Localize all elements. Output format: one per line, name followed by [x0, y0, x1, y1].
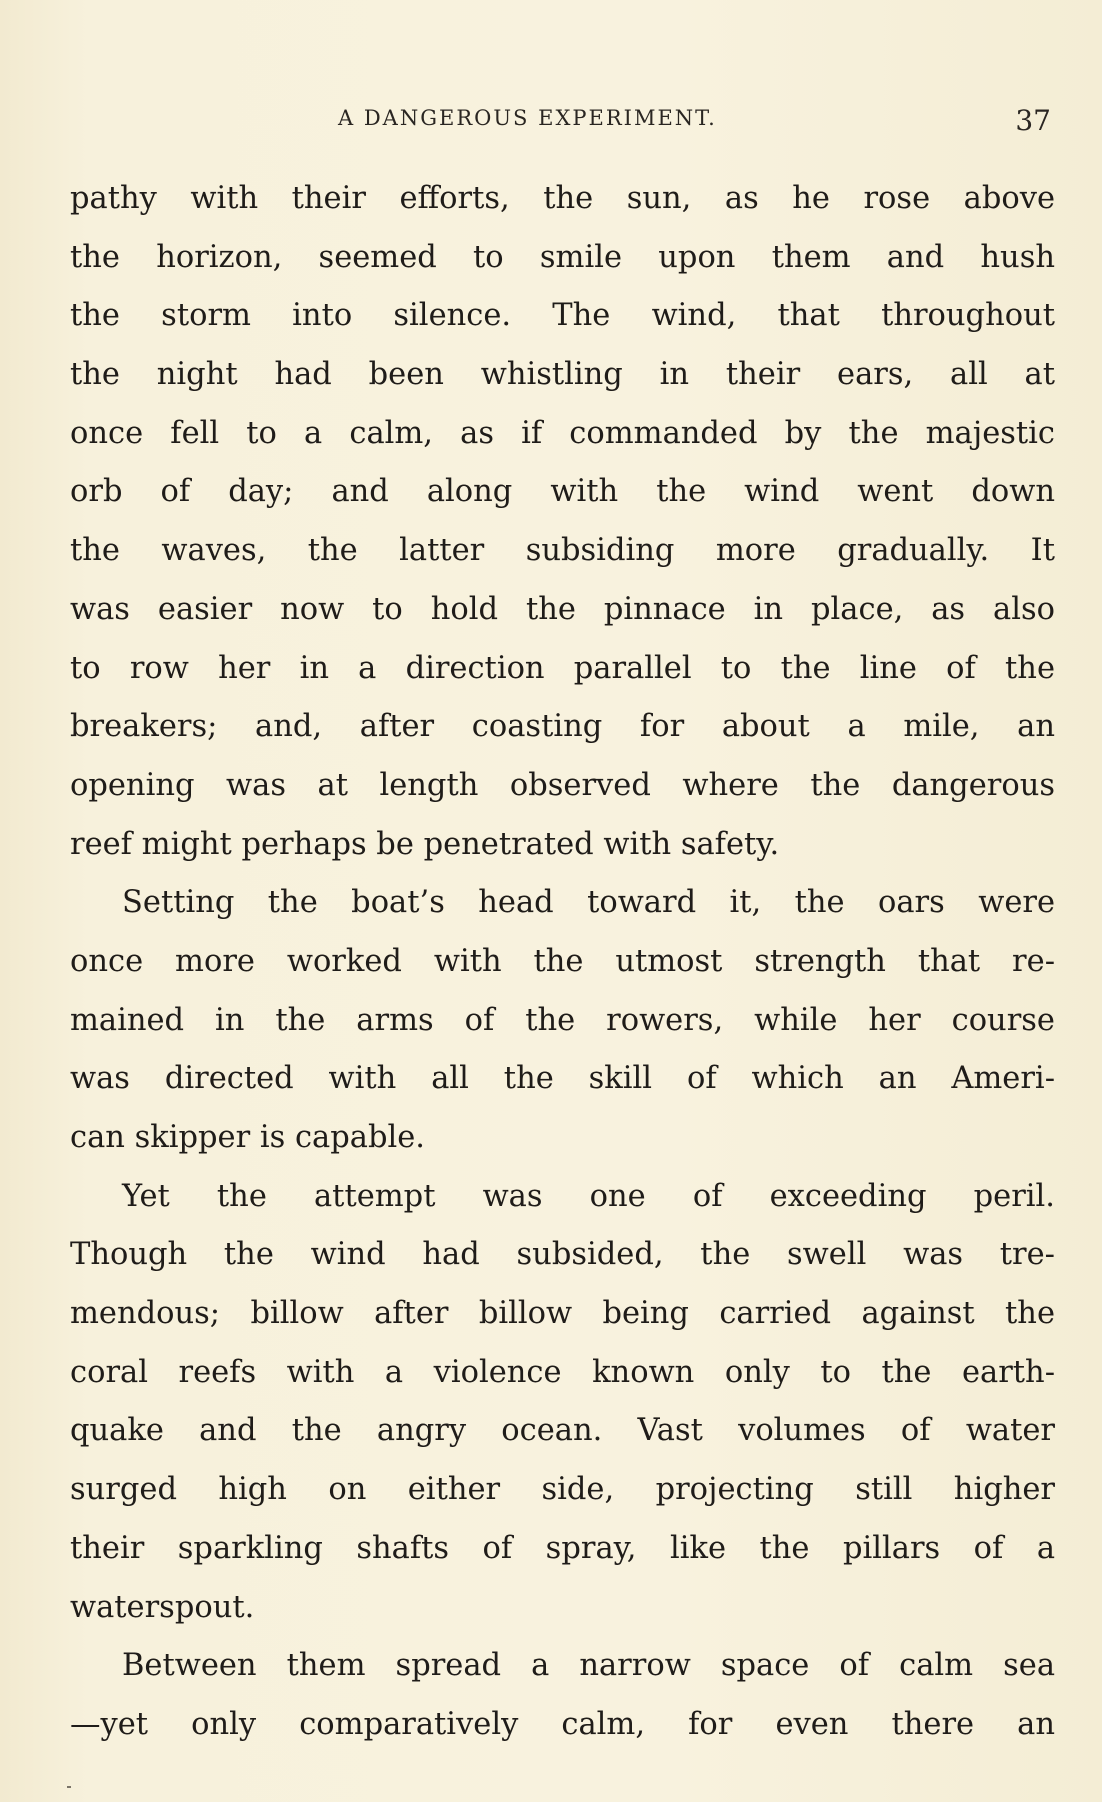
text-line: to row her in a direction parallel to the line of the: [70, 650, 1055, 686]
body-text: [70, 170, 1055, 1755]
text-line: was directed with all the skill of which an Ameri-: [70, 1061, 1055, 1097]
text-line: pathy with their efforts, the sun, as he rose above: [70, 181, 1055, 216]
text-line: surged high on either side, projecting still higher: [70, 1472, 1055, 1508]
text-line: Setting the boat’s head toward it, the oars were: [122, 885, 1055, 921]
text-line: Yet the attempt was one of exceeding peril.: [122, 1178, 1055, 1214]
text-line: coral reefs with a violence known only to the earth-: [70, 1354, 1055, 1390]
text-line: breakers; and, after coasting for about a mile, an: [70, 709, 1055, 745]
text-line: Though the wind had subsided, the swell was tre-: [70, 1237, 1055, 1273]
text-line: once fell to a calm, as if commanded by the majestic: [70, 415, 1055, 451]
text-line: Between them spread a narrow space of calm sea: [122, 1648, 1055, 1684]
text-line: can skipper is capable.: [70, 1120, 425, 1155]
text-line: mendous; billow after billow being carried against the: [70, 1296, 1055, 1332]
text-line: opening was at length observed where the dangerous: [70, 767, 1055, 803]
text-line: mained in the arms of the rowers, while her course: [70, 1002, 1055, 1038]
text-line: the storm into silence. The wind, that throughout: [70, 298, 1055, 334]
page-number: 37: [1015, 104, 1051, 137]
text-line: orb of day; and along with the wind went down: [70, 474, 1055, 510]
text-line: quake and the angry ocean. Vast volumes of water: [70, 1413, 1055, 1449]
text-line: once more worked with the utmost strength that re-: [70, 943, 1055, 979]
running-head: [70, 104, 1055, 140]
running-title: A DANGEROUS EXPERIMENT.: [338, 106, 717, 130]
text-line: the night had been whistling in their ears, all at: [70, 357, 1055, 393]
text-line: —yet only comparatively calm, for even there an: [70, 1706, 1055, 1742]
text-line: waterspout.: [70, 1589, 255, 1625]
text-line: was easier now to hold the pinnace in place, as also: [70, 591, 1055, 627]
text-line: reef might perhaps be penetrated with safety.: [70, 826, 780, 862]
text-line: the horizon, seemed to smile upon them and hush: [70, 239, 1055, 275]
text-line: their sparkling shafts of spray, like the pillars of a: [70, 1530, 1055, 1566]
margin-mark: [67, 1786, 71, 1788]
text-line: the waves, the latter subsiding more gradually. It: [70, 533, 1055, 569]
